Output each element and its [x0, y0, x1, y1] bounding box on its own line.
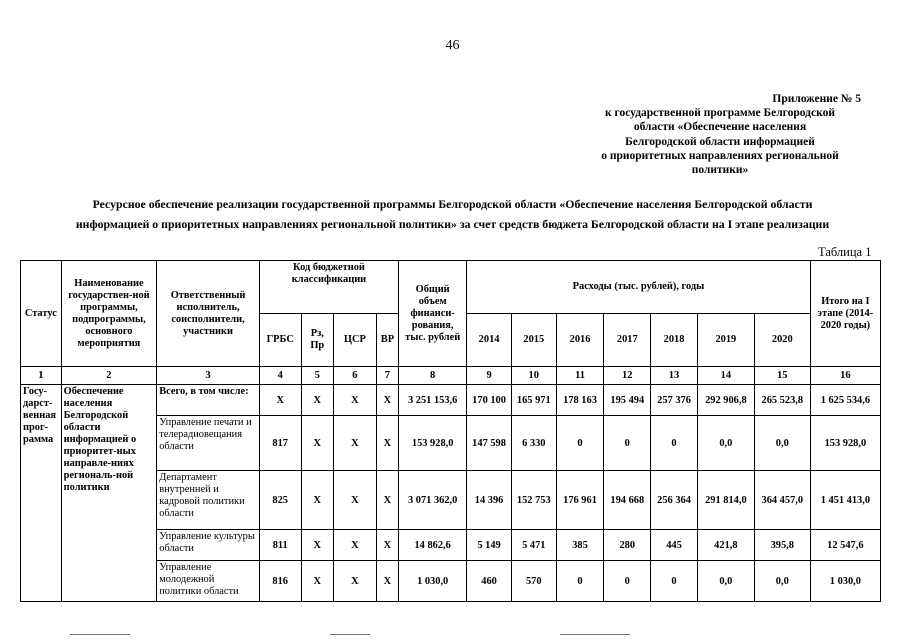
header-name: Наименование государствен-ной программы, подпрограммы, основного мероприятия: [61, 261, 157, 367]
csr-cell: Х: [334, 385, 377, 416]
column-number: 5: [301, 367, 334, 385]
year-cell: 14 396: [467, 471, 512, 530]
table-row: [21, 385, 881, 416]
year-cell: 195 494: [604, 385, 651, 416]
appendix-header: [540, 92, 905, 177]
year-cell: 257 376: [651, 385, 698, 416]
year-cell: 165 971: [511, 385, 556, 416]
scan-mark: [560, 634, 630, 635]
stage-total-cell: 12 547,6: [810, 530, 880, 561]
column-number: 9: [467, 367, 512, 385]
header-total-volume: Общий объем финанси-рования, тыс. рублей: [399, 261, 467, 367]
year-cell: 265 523,8: [754, 385, 810, 416]
rz-cell: Х: [301, 385, 334, 416]
header-year: 2020: [754, 314, 810, 367]
rz-cell: Х: [301, 416, 334, 471]
year-cell: 570: [511, 561, 556, 602]
column-number: 4: [259, 367, 301, 385]
rz-cell: Х: [301, 530, 334, 561]
header-vr: ВР: [376, 314, 398, 367]
year-cell: 280: [604, 530, 651, 561]
header-grbs: ГРБС: [259, 314, 301, 367]
title-line: информацией о приоритетных направлениях региональной политики» за счет средств бюджета Белгородской области на I этапе реализации: [75, 217, 830, 231]
appendix-line: политики»: [691, 164, 749, 177]
year-cell: 385: [556, 530, 604, 561]
column-number: 15: [754, 367, 810, 385]
program-name: Обеспечение населения Белгородской области информацией о приоритет-ных направле-ниях региональ-ной политики: [61, 385, 157, 602]
year-cell: 6 330: [511, 416, 556, 471]
header-rz: Рз, Пр: [301, 314, 334, 367]
year-cell: 0,0: [754, 416, 810, 471]
year-cell: 0: [651, 416, 698, 471]
year-cell: 5 149: [467, 530, 512, 561]
year-cell: 364 457,0: [754, 471, 810, 530]
year-cell: 291 814,0: [697, 471, 754, 530]
scan-mark: [330, 634, 370, 635]
header-year: 2015: [511, 314, 556, 367]
year-cell: 194 668: [604, 471, 651, 530]
year-cell: 445: [651, 530, 698, 561]
year-cell: 0: [604, 561, 651, 602]
year-cell: 395,8: [754, 530, 810, 561]
stage-total-cell: 1 451 413,0: [810, 471, 880, 530]
rz-cell: Х: [301, 471, 334, 530]
csr-cell: Х: [334, 471, 377, 530]
year-cell: 5 471: [511, 530, 556, 561]
csr-cell: Х: [334, 416, 377, 471]
scan-mark: [70, 634, 130, 635]
total-cell: 153 928,0: [399, 416, 467, 471]
executor-cell: Управление молодежной политики области: [157, 561, 260, 602]
column-number: 6: [334, 367, 377, 385]
header-year: 2019: [697, 314, 754, 367]
header-status: Статус: [21, 261, 62, 367]
appendix-line: к государственной программе Белгородской: [605, 107, 835, 120]
column-number: 16: [810, 367, 880, 385]
column-number: 7: [376, 367, 398, 385]
executor-cell: Всего, в том числе:: [157, 385, 260, 416]
executor-cell: Управление культуры области: [157, 530, 260, 561]
year-cell: 178 163: [556, 385, 604, 416]
grbs-cell: 811: [259, 530, 301, 561]
header-stage-total: Итого на I этапе (2014-2020 годы): [810, 261, 880, 367]
year-cell: 0: [651, 561, 698, 602]
year-cell: 256 364: [651, 471, 698, 530]
header-year: 2014: [467, 314, 512, 367]
page-number: 46: [445, 38, 460, 53]
year-cell: 170 100: [467, 385, 512, 416]
vr-cell: Х: [376, 471, 398, 530]
document-title: [0, 194, 905, 234]
year-cell: 0,0: [754, 561, 810, 602]
column-number: 14: [697, 367, 754, 385]
column-number: 3: [157, 367, 260, 385]
header-expenses: Расходы (тыс. рублей), годы: [467, 261, 811, 314]
appendix-line: области «Обеспечение населения: [633, 121, 807, 134]
total-cell: 3 071 362,0: [399, 471, 467, 530]
table-label: Таблица 1: [818, 245, 872, 259]
header-year: 2016: [556, 314, 604, 367]
header-executor: Ответственный исполнитель, соисполнители, участники: [157, 261, 260, 367]
year-cell: 421,8: [697, 530, 754, 561]
year-cell: 147 598: [467, 416, 512, 471]
stage-total-cell: 1 625 534,6: [810, 385, 880, 416]
executor-cell: Департамент внутренней и кадровой политики области: [157, 471, 260, 530]
header-budget-code: Код бюджетной классификации: [259, 261, 398, 314]
header-csr: ЦСР: [334, 314, 377, 367]
rz-cell: Х: [301, 561, 334, 602]
grbs-cell: 817: [259, 416, 301, 471]
csr-cell: Х: [334, 561, 377, 602]
column-number: 1: [21, 367, 62, 385]
column-number: 2: [61, 367, 157, 385]
grbs-cell: 825: [259, 471, 301, 530]
year-cell: 0: [604, 416, 651, 471]
year-cell: 0: [556, 561, 604, 602]
total-cell: 3 251 153,6: [399, 385, 467, 416]
total-cell: 14 862,6: [399, 530, 467, 561]
year-cell: 460: [467, 561, 512, 602]
grbs-cell: 816: [259, 561, 301, 602]
stage-total-cell: 1 030,0: [810, 561, 880, 602]
csr-cell: Х: [334, 530, 377, 561]
header-row: [21, 261, 881, 314]
stage-total-cell: 153 928,0: [810, 416, 880, 471]
column-number-row: [21, 367, 881, 385]
column-number: 8: [399, 367, 467, 385]
appendix-line: Белгородской области информацией: [625, 135, 815, 148]
executor-cell: Управление печати и телерадиовещания области: [157, 416, 260, 471]
year-cell: 292 906,8: [697, 385, 754, 416]
year-cell: 0,0: [697, 561, 754, 602]
header-year: 2018: [651, 314, 698, 367]
year-cell: 0: [556, 416, 604, 471]
column-number: 13: [651, 367, 698, 385]
column-number: 11: [556, 367, 604, 385]
year-cell: 0,0: [697, 416, 754, 471]
year-cell: 176 961: [556, 471, 604, 530]
column-number: 10: [511, 367, 556, 385]
appendix-line: Приложение № 5: [772, 93, 861, 105]
vr-cell: Х: [376, 561, 398, 602]
vr-cell: Х: [376, 385, 398, 416]
header-year: 2017: [604, 314, 651, 367]
title-line: Ресурсное обеспечение реализации государственной программы Белгородской области «Обеспечение населения Белгородской области: [92, 197, 813, 211]
column-number: 12: [604, 367, 651, 385]
appendix-line: о приоритетных направлениях региональной: [601, 149, 839, 162]
total-cell: 1 030,0: [399, 561, 467, 602]
page-edge-marks: [0, 632, 905, 640]
vr-cell: Х: [376, 416, 398, 471]
grbs-cell: Х: [259, 385, 301, 416]
resource-table: [20, 260, 881, 602]
vr-cell: Х: [376, 530, 398, 561]
program-status: Госу-дарст-венная прог-рамма: [21, 385, 62, 602]
year-cell: 152 753: [511, 471, 556, 530]
